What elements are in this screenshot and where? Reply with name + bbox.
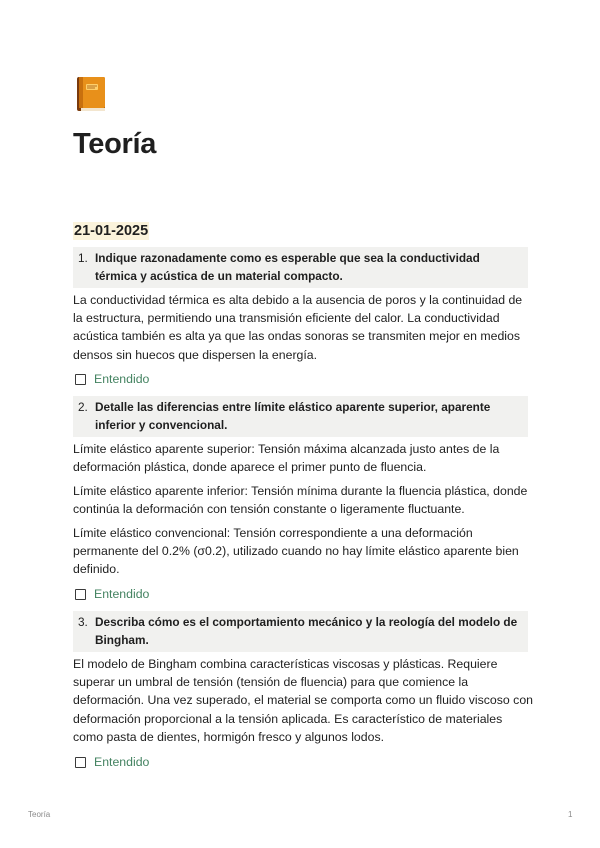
page-number: 1: [568, 810, 573, 819]
date-heading: 21-01-2025: [74, 223, 149, 239]
todo-checkbox[interactable]: [75, 589, 86, 600]
todo-checkbox[interactable]: [75, 757, 86, 768]
question-text: Detalle las diferencias entre límite elástico aparente superior, aparente inferior y convencional.: [95, 400, 491, 432]
todo-label[interactable]: Entendido: [94, 372, 150, 386]
page-title: Teoría: [73, 128, 157, 160]
footer-title: Teoría: [28, 810, 51, 819]
answer-paragraph: La conductividad térmica es alta debido a la ausencia de poros y la continuidad de la estructura, permitiendo una transmisión eficiente del calor. La conductividad acústica también es alta ya que las ondas sonoras se transmiten mejor en medios densos sin huecos que dispersen la energía.: [73, 293, 523, 362]
todo-label[interactable]: Entendido: [94, 755, 150, 769]
question-number: 2.: [78, 400, 88, 414]
question-2: [73, 396, 528, 437]
todo-checkbox[interactable]: [75, 374, 86, 385]
question-1: [73, 247, 528, 288]
question-text: Indique razonadamente como es esperable que sea la conductividad térmica y acústica de un material compacto.: [95, 251, 480, 283]
answer-paragraph: El modelo de Bingham combina características viscosas y plásticas. Requiere superar un umbral de tensión (tensión de fluencia) para que comience la deformación. Una vez superado, el material se comporta como un fluido viscoso con deformación proporcional a la tensión aplicada. Es característico de materiales como pasta de dientes, hormigón fresco y algunos lodos.: [73, 657, 533, 744]
question-text: Describa cómo es el comportamiento mecánico y la reología del modelo de Bingham.: [95, 615, 518, 647]
answer-paragraph: Límite elástico aparente superior: Tensión máxima alcanzada justo antes de la deformación plástica, donde aparece el primer punto de fluencia.: [73, 442, 500, 475]
question-number: 1.: [78, 251, 88, 265]
answer-paragraph: Límite elástico convencional: Tensión correspondiente a una deformación permanente del 0.2% (σ0.2), utilizado cuando no hay límite elástico aparente bien definido.: [73, 526, 519, 577]
todo-label[interactable]: Entendido: [94, 587, 150, 601]
question-3: [73, 611, 528, 652]
answer-paragraph: Límite elástico aparente inferior: Tensión mínima durante la fluencia plástica, donde continúa la deformación con tensión constante o ligeramente fluctuante.: [73, 484, 528, 517]
question-number: 3.: [78, 615, 88, 629]
book-icon: [73, 74, 111, 114]
